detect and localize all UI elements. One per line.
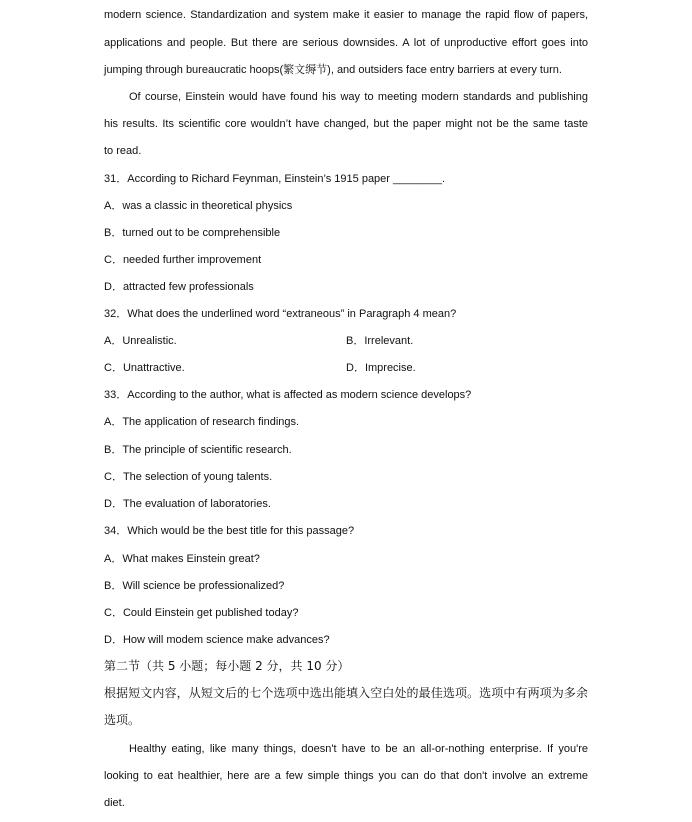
question-32-option-d: D．Imprecise.	[346, 362, 416, 374]
passage-line: looking to eat healthier, here are a few simple things you can do that don't involve an extreme	[104, 770, 588, 782]
question-33-option-d: D．The evaluation of laboratories.	[104, 498, 271, 510]
question-32-option-b: B．Irrelevant.	[346, 335, 414, 347]
question-31-option-a: A．was a classic in theoretical physics	[104, 200, 293, 212]
question-32-stem: 32．What does the underlined word “extraneous” in Paragraph 4 mean?	[104, 308, 457, 320]
question-34-option-b: B．Will science be professionalized?	[104, 580, 285, 592]
question-32-option-row	[104, 361, 588, 375]
question-32-option-row	[104, 334, 588, 348]
question-31-stem: 31．According to Richard Feynman, Einstein’s 1915 paper ________.	[104, 173, 446, 185]
passage-line: applications and people. But there are serious downsides. A lot of unproductive effort goes into	[104, 37, 588, 49]
question-31-option-b: B．turned out to be comprehensible	[104, 227, 281, 239]
passage-line: modern science. Standardization and system make it easier to manage the rapid flow of papers,	[104, 9, 588, 21]
question-32-option-c: C．Unattractive.	[104, 362, 185, 374]
question-34-option-c: C．Could Einstein get published today?	[104, 607, 299, 619]
passage-line: jumping through bureaucratic hoops(繁文缛节), and outsiders face entry barriers at every turn.	[104, 64, 562, 76]
question-33-stem: 33．According to the author, what is affected as modern science develops?	[104, 389, 472, 401]
question-31-option-c: C．needed further improvement	[104, 254, 262, 266]
passage-line: diet.	[104, 797, 125, 809]
question-33-option-c: C．The selection of young talents.	[104, 471, 273, 483]
passage-line: his results. Its scientific core wouldn’t have changed, but the paper might not be the same taste	[104, 118, 588, 130]
section-instruction-line: 选项。	[104, 713, 141, 727]
question-31-option-d: D．attracted few professionals	[104, 281, 254, 293]
question-33-option-a: A．The application of research findings.	[104, 416, 300, 428]
question-34-option-a: A．What makes Einstein great?	[104, 553, 260, 565]
passage-line: to read.	[104, 145, 142, 157]
question-32-option-a: A．Unrealistic.	[104, 335, 177, 347]
section-heading: 第二节（共 5 小题；每小题 2 分，共 10 分）	[104, 659, 350, 673]
question-34-option-d: D．How will modem science make advances?	[104, 634, 330, 646]
question-33-option-b: B．The principle of scientific research.	[104, 444, 292, 456]
passage-line: Of course, Einstein would have found his way to meeting modern standards and publishing	[129, 91, 588, 103]
question-34-stem: 34．Which would be the best title for this passage?	[104, 525, 355, 537]
passage-line: Healthy eating, like many things, doesn't have to be an all-or-nothing enterprise. If you're	[129, 743, 588, 755]
section-instruction-line: 根据短文内容，从短文后的七个选项中选出能填入空白处的最佳选项。选项中有两项为多余	[104, 686, 588, 700]
